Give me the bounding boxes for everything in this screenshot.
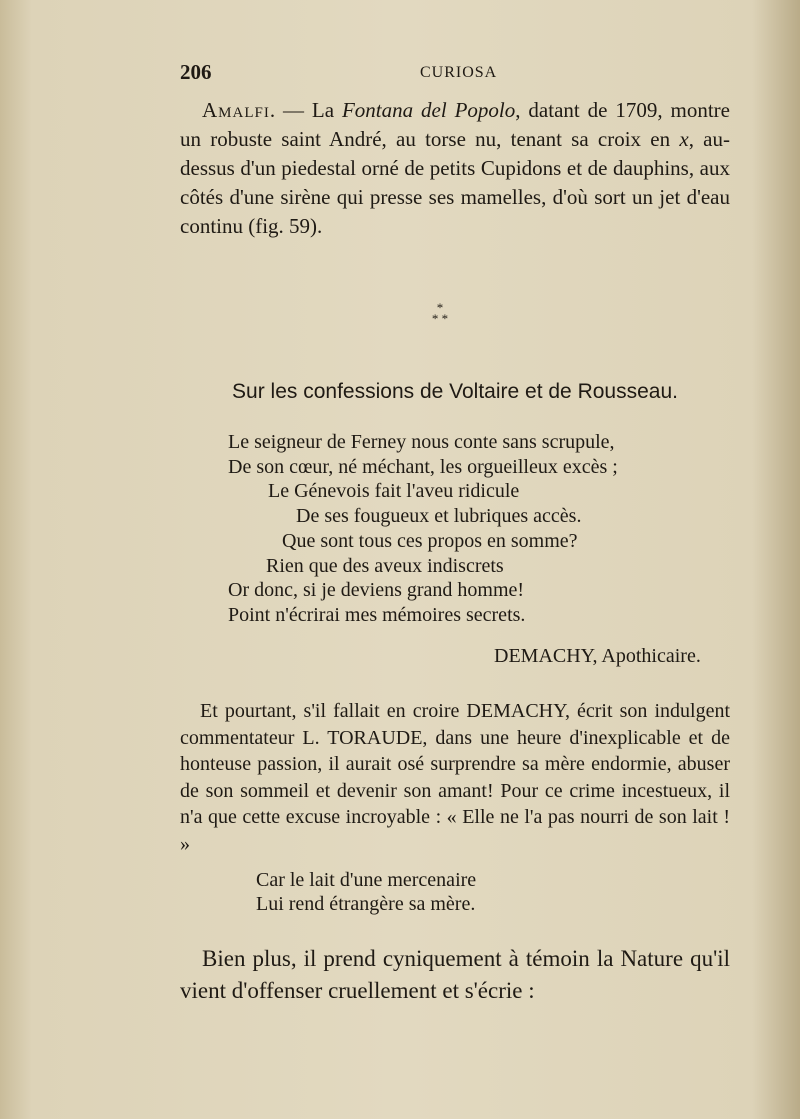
paragraph-text: . — La [269,98,342,122]
italic-x: x [679,127,689,151]
place-name: Amalfi [202,98,270,122]
page-number: 206 [180,60,212,84]
poem-line: Le Génevois fait l'aveu ridicule [268,480,520,503]
couplet [256,868,476,916]
section-title: Sur les confessions de Voltaire et de Rousseau. [232,380,678,403]
paragraph-text: , au-dessus d'un piedestal orné de petits Cupidons et de dauphins, aux côtés d'une sirène qui presse ses mamelles, d'où sort un jet d'eau continu (fig. 59). [180,127,730,238]
running-title: CURIOSA [420,64,498,81]
page-header [180,60,730,90]
poem-line: Que sont tous ces propos en somme? [282,529,578,552]
asterism-separator [420,302,460,324]
paragraph-nature: Bien plus, il prend cyniquement à témoin la Nature qu'il vient d'offenser cruellement et s'écrie : [180,946,730,1003]
poem-line: De ses fougueux et lubriques accès. [296,505,582,528]
poem-line: Point n'écrirai mes mémoires secrets. [228,603,526,626]
asterism-top: * [436,300,444,315]
poem [228,430,618,628]
poem-line: Rien que des aveux indiscrets [266,554,504,577]
fountain-name: Fontana del Popolo [341,98,516,122]
paragraph-demachy: Et pourtant, s'il fallait en croire DEMACHY, écrit son indulgent commentateur L. TORAUDE, dans une heure d'inexplicable et de honteuse passion, il aurait osé surprendre sa mère endormie, abuser de son sommeil et devenir son amant! Pour ce crime incestueux, il n'a que cette excuse incroyable : « Elle ne l'a pas nourri de son lait ! » [180,700,730,855]
couplet-line: Car le lait d'une mercenaire [256,869,477,891]
paragraph-text: , datant de 1709, montre un robuste saint André, au torse nu, tenant sa croix en [180,98,730,151]
poem-line: De son cœur, né méchant, les orgueilleux excès ; [228,455,618,478]
poem-line: Or donc, si je deviens grand homme! [228,579,525,602]
poem-signature: DEMACHY, Apothicaire. [494,645,701,667]
paragraph-amalfi [180,96,730,241]
couplet-line: Lui rend étrangère sa mère. [256,893,476,915]
poem-line: Le seigneur de Ferney nous conte sans scrupule, [228,431,615,453]
asterism-bottom: * * [431,311,449,326]
